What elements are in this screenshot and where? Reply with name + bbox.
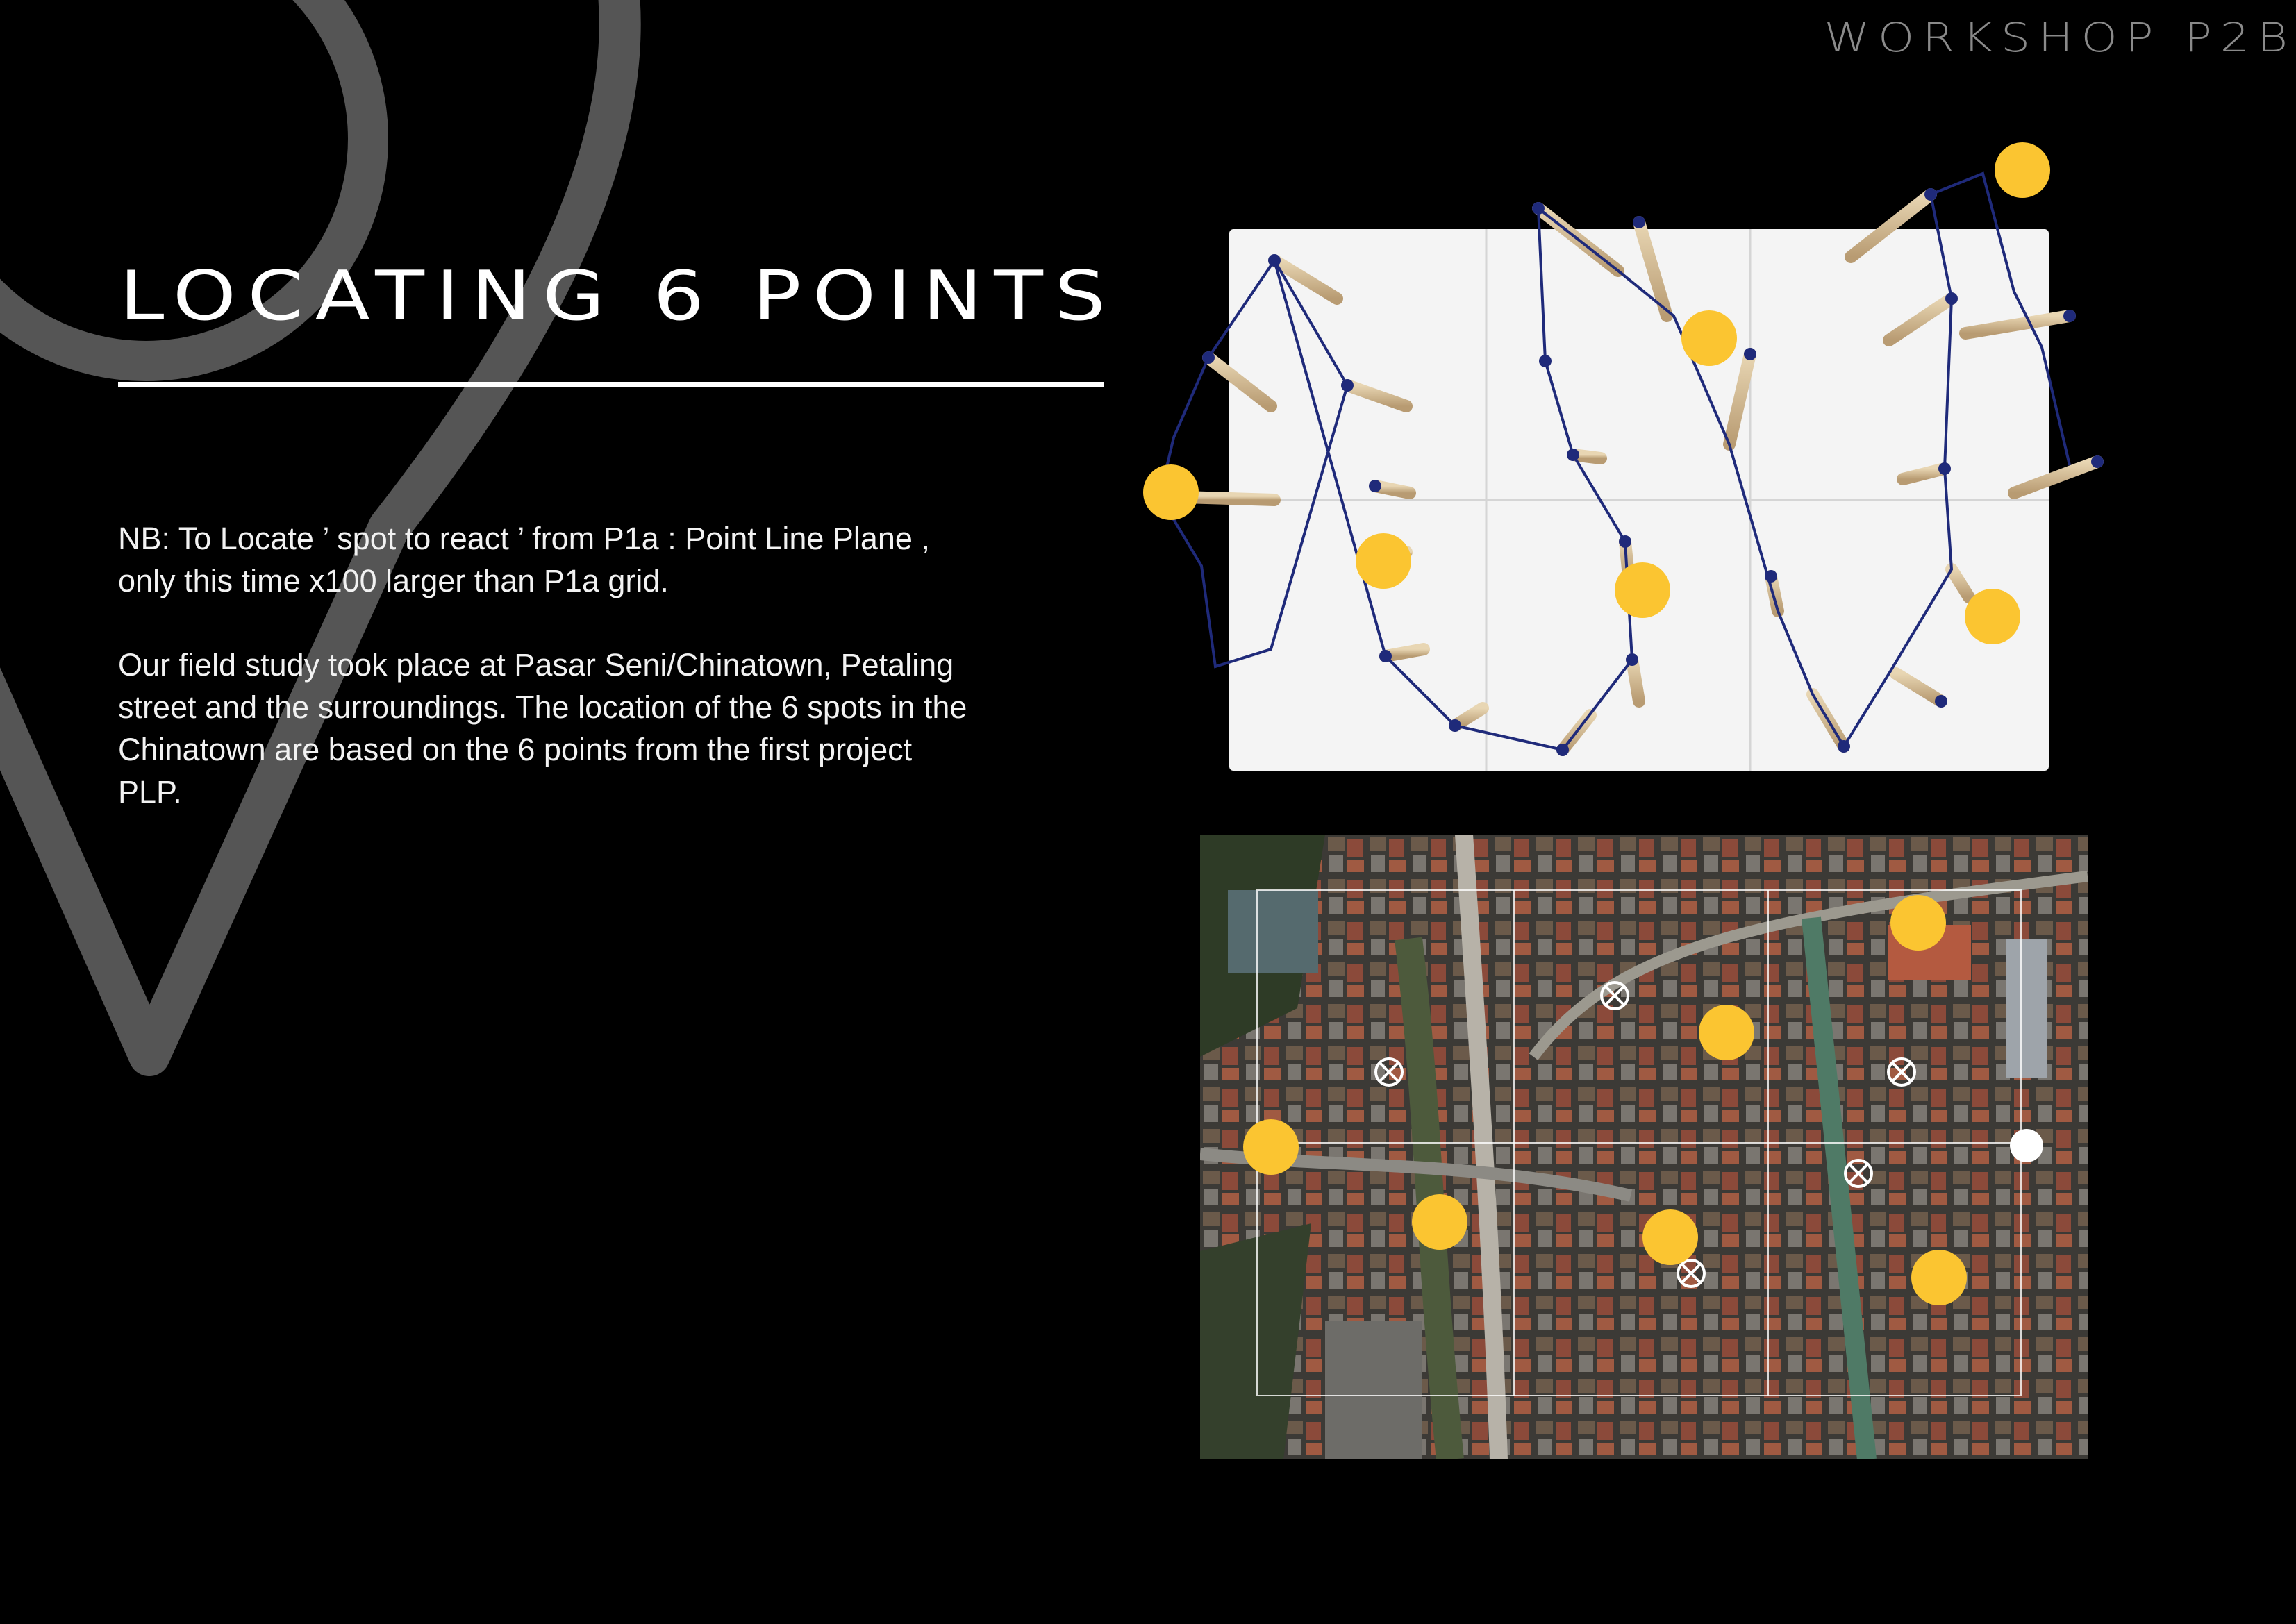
yellow-dot-icon [1911, 1250, 1967, 1305]
white-dot-icon [2010, 1129, 2043, 1162]
yellow-dot-icon [1681, 310, 1737, 366]
aerial-map [1200, 835, 2088, 1459]
yellow-dot-icon [1965, 589, 2020, 644]
field-study-paragraph: Our field study took place at Pasar Seni/Chinatown, Petaling street and the surroundings. The location of the 6 spots in the Chinatown are based on the 6 points from the first project PLP. [118, 647, 967, 810]
yellow-dot-icon [1412, 1194, 1467, 1250]
title-underline [118, 382, 1104, 387]
workshop-label: WORKSHOP P2B [1824, 14, 2296, 61]
yellow-dot-icon [1642, 1209, 1698, 1265]
yellow-dot-icon [1243, 1119, 1299, 1175]
yellow-dot-icon [1890, 895, 1946, 951]
yellow-dot-icon [1356, 533, 1411, 589]
yellow-dot-icon [1995, 142, 2050, 198]
yellow-dot-icon [1143, 464, 1199, 520]
yellow-dot-icon [1699, 1005, 1754, 1060]
description [118, 517, 979, 855]
note-paragraph: NB: To Locate ’ spot to react ’ from P1a : Point Line Plane , only this time x100 larger than P1a grid. [118, 521, 930, 598]
model-photo [1139, 132, 2181, 798]
page-title: LOCATING 6 POINTS [119, 257, 1117, 336]
yellow-dot-icon [1615, 562, 1670, 618]
